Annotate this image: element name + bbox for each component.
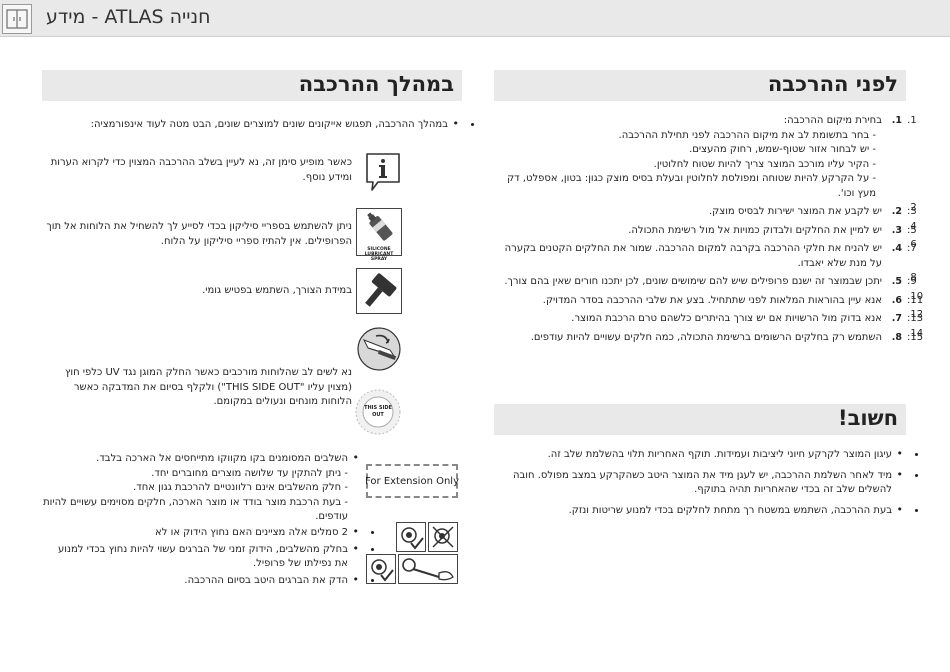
spray-row: [42, 208, 462, 262]
step-text: יש לקבע את המוצר ישירות לבסיס מוצק.: [709, 206, 882, 217]
step-item: [494, 331, 904, 346]
tighten-row: [42, 522, 462, 590]
extension-text: • השלבים המסומנים בקו מקווקו מתייחסים אל הארכה בלבד. - ניתן להתקין עד שלושה מוצרים מחוברים יחד. - חלק מהשלבים אינם רלוונטיים להרכבת גגון אחד. - בעת הרכבת מוצר בודד או מוצר הארכה, חלקים מסוימים עשויים להיות עודפים.: [42, 452, 362, 525]
tighten-list: [42, 526, 362, 594]
this-side-out-sticker-icon: [354, 388, 402, 436]
section-title-important: חשוב!: [838, 406, 898, 430]
extension-label: For Extension Only: [365, 475, 459, 487]
info-icon: [364, 152, 402, 192]
section-title-before: לפני ההרכבה: [767, 72, 898, 96]
step-item: [494, 114, 904, 201]
mallet-text: במידת הצורך, השתמש בפטיש גומי.: [202, 285, 352, 296]
top-bar: [0, 0, 950, 37]
step-text: יש להניח את חלקי ההרכבה בקרבה למקום ההרכבה. שמור את החלקים הקטנים בקערה על מנת שלא יאבדו.: [504, 243, 882, 269]
info-text: כאשר מופיע סימן זה, נא לעיין בשלב ההרכבה המצוין כדי לקרוא הערות ומידע נוסף.: [50, 157, 352, 183]
extension-sub: - חלק מהשלבים אינם רלוונטיים להרכבת גגון אחד.: [133, 482, 348, 493]
extension-sub: - בעת הרכבת מוצר בודד או מוצר הארכה, חלקים מסוימים עשויים להיות עודפים.: [43, 496, 348, 522]
spray-label-1: SILICONE: [367, 247, 391, 252]
step-number: 11. 6.: [891, 294, 902, 306]
step-item: [494, 242, 904, 271]
step-subitem: - יש לבחור אזור שטוף-שמש, רחוק מהעצים.: [689, 144, 876, 155]
spray-text: ניתן להשתמש בספריי סיליקון בכדי לסייע לך להשחיל את הלוחות אל תוך הפרופילים. אין להתיז ספריי סיליקון על הלוח.: [46, 221, 352, 247]
extension-sub: - ניתן להתקין עד שלושה מוצרים מחוברים יחד.: [151, 467, 348, 479]
extension-main: השלבים המסומנים בקו מקווקו מתייחסים אל הארכה בלבד.: [96, 453, 348, 464]
screw-check-icon: [428, 522, 458, 552]
step-subitem: - בחר בתשומת לב את מיקום ההרכבה לפני תחילת ההרכבה.: [618, 129, 876, 141]
step-number: 5. 3.: [891, 224, 902, 236]
before-steps-list: [494, 114, 904, 345]
step-text: יתכן שבמוצר זה ישנם פרופילים שיש להם שימושים שונים, לכן יתכנו חורים שאין בהם צורך.: [504, 276, 882, 287]
important-item: • • בעת ההרכבה, השתמש במשטח רך מתחת לחלקים בכדי למנוע שריטות ונזק.: [494, 504, 906, 519]
uv-text: נא לשים לב שהלוחות מורכבים כאשר החלק המוגן נגד UV כלפי חוץ (מצוין עליו "THIS SIDE OUT") ולקלף בסיום את המדבקה כאשר הלוחות מונחים ונעולים במקומם.: [64, 367, 352, 407]
process-intro: [42, 118, 462, 139]
page-title: חנייה ATLAS - מידע: [46, 6, 211, 28]
process-intro-text: • • במהלך ההרכבה, תפגוש אייקונים שונים למוצרים שונים, הבט מטה לעוד אינפורמציה:: [42, 118, 462, 133]
step-subitem: - על הקרקע להיות שטוחה ומפולסת לחלוטין ובעלת בסיס מוצק כגון: בטון, אספלט, דק מעץ וכו'.: [507, 173, 876, 199]
uv-film-icon: [356, 326, 402, 372]
sticker-text-2: OUT: [372, 412, 384, 418]
step-number: 7. 4.: [891, 243, 902, 254]
step-text: אנא בדוק מול הרשויות אם יש צורך בהיתרים כלשהם טרם הרכבת המוצר.: [571, 313, 882, 324]
important-item: • • מיד לאחר השלמת ההרכבה, יש לעגן מיד את המוצר היטב כשהקרקע במצב מפולס. חובה להשלים שלב זה בכדי שהאחריות תהיה בתוקף.: [494, 469, 906, 498]
step-item: [494, 275, 904, 290]
important-list: [494, 448, 906, 524]
extension-row: [42, 448, 462, 520]
silicone-spray-icon: [356, 208, 402, 262]
important-item: • • עיגון המוצר לקרקע חיוני ליציבות ועמידות. תוקף האחריות תלוי בהשלמת שלב זה.: [494, 448, 906, 463]
step-item: [494, 312, 904, 327]
info-row: [42, 152, 462, 192]
step-item: [494, 205, 904, 220]
extension-only-box: [366, 464, 458, 498]
tighten-item: • • בחלק מהשלבים, הידוק זמני של הברגים עשוי להיות נחוץ בכדי למנוע את נפילתו של פרופיל.: [42, 543, 362, 572]
wrench-hand-icon: [398, 554, 458, 584]
rubber-mallet-icon: [356, 268, 402, 314]
section-header-process: [42, 70, 462, 101]
step-text: השתמש רק בחלקים הרשומים ברשימת התכולה, כמה חלקים עשויים להיות עודפים.: [530, 331, 882, 343]
mallet-row: [42, 268, 462, 314]
step-number: 15. 8.: [891, 331, 902, 343]
step-number: 13. 7.: [891, 313, 902, 324]
screw-icons-group: [366, 522, 458, 586]
step-item: [494, 224, 904, 239]
section-title-process: במהלך ההרכבה: [298, 72, 454, 96]
step-number: 3. 2.: [891, 206, 902, 217]
section-header-important: [494, 404, 906, 435]
step-item: [494, 294, 904, 309]
step-number: 9. 5.: [891, 276, 902, 287]
step-subitem: - הקיר עליו מורכב המוצר צריך להיות שטוח לחלוטין.: [653, 158, 876, 170]
uv-row: [42, 326, 462, 436]
step-number: 1. 1.: [891, 115, 902, 126]
step-text: אנא עיין בהוראות המלאות לפני שתתחיל. בצע את שלבי ההרכבה בסדר המדויק.: [542, 294, 882, 306]
tighten-item: • • 2 סמלים אלה מציינים האם נחוץ הידוק או לא: [42, 526, 362, 541]
section-header-before: [494, 70, 906, 101]
step-text: יש למיין את החלקים ולבדוק כמויות אל מול רשימת התכולה.: [628, 224, 882, 236]
tighten-item: • • הדק את הברגים היטב בסיום ההרכבה.: [42, 574, 362, 589]
sticker-text-1: THIS SIDE: [364, 405, 392, 411]
step-text: בחירת מיקום ההרכבה:: [783, 115, 882, 126]
screw-cross-icon: [396, 522, 426, 552]
cabinet-logo-icon: [2, 4, 32, 34]
spray-label-2: LUBRICANT SPRAY: [364, 252, 394, 262]
